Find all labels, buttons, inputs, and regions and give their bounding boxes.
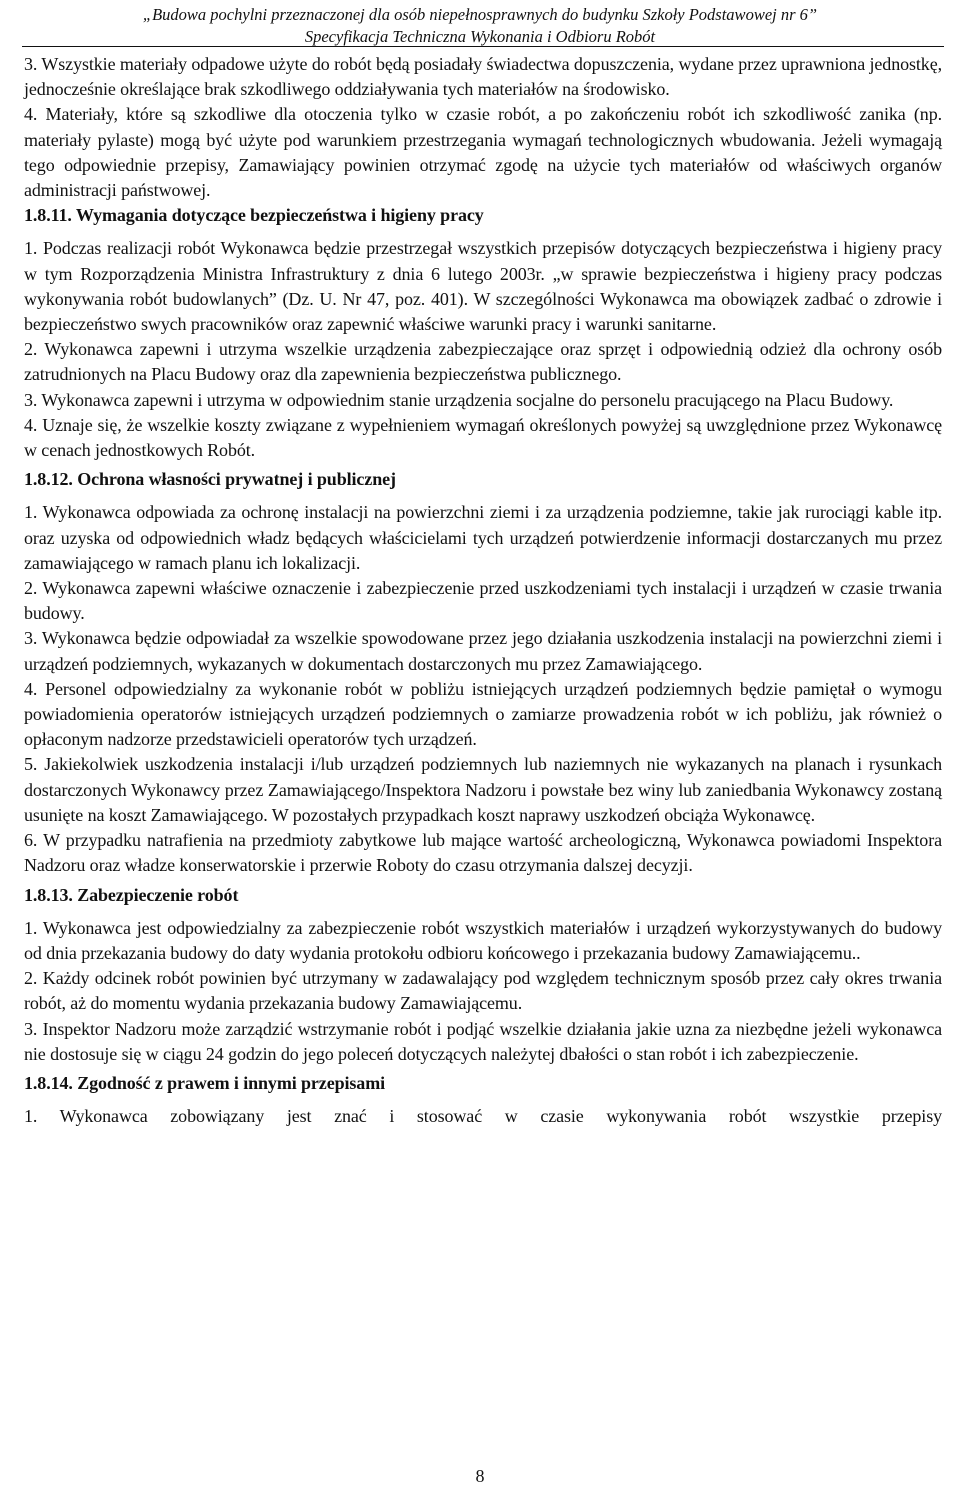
paragraph: 1. Wykonawca jest odpowiedzialny za zabezpieczenie robót wszystkich materiałów i urządzeń wykorzystywanych do budowy od dnia przekazania budowy do daty wydania protokołu odbioru końcowego i przekazania budowy Zamawiającemu.. (24, 917, 942, 963)
paragraph: 3. Wykonawca zapewni i utrzyma w odpowiednim stanie urządzenia socjalne do personelu pracującego na Placu Budowy. (24, 389, 894, 410)
header-subtitle: Specyfikacja Techniczna Wykonania i Odbioru Robót (304, 27, 656, 46)
paragraph: 6. W przypadku natrafienia na przedmioty zabytkowe lub mające wartość archeologiczną, Wykonawca powiadomi Inspektora Nadzoru oraz władze konserwatorskie i przerwie Roboty do czasu otrzymania dalszej decyzji. (24, 830, 942, 876)
header-title: „Budowa pochylni przeznaczonej dla osób niepełnosprawnych do budynku Szkoły Podstawowej nr 6” (142, 5, 818, 24)
section-heading-1-8-11: 1.8.11. Wymagania dotyczące bezpieczeństwa i higieny pracy (24, 205, 484, 226)
paragraph: 3. Wykonawca będzie odpowiadał za wszelkie spowodowane przez jego działania uszkodzenia instalacji na powierzchni ziemi i urządzeń podziemnych, wykazanych w dokumentach dostarczonych mu przez Zamawiającego. (24, 628, 942, 674)
header-rule (22, 46, 944, 47)
section-heading-1-8-12: 1.8.12. Ochrona własności prywatnej i publicznej (24, 469, 396, 490)
paragraph: 3. Inspektor Nadzoru może zarządzić wstrzymanie robót i podjąć wszelkie działania jakie uzna za niezbędne jeżeli wykonawca nie dostosuje się w ciągu 24 godzin do jego poleceń dotyczących należytej dbałości o stan robót i ich zabezpieczenie. (24, 1018, 942, 1064)
paragraph: 2. Wykonawca zapewni właściwe oznaczenie i zabezpieczenie przed uszkodzeniami tych instalacji i urządzeń w czasie trwania budowy. (24, 578, 942, 624)
paragraph: 4. Personel odpowiedzialny za wykonanie robót w pobliżu istniejących urządzeń podziemnych będzie pamiętał o wymogu powiadomienia operatorów istniejących urządzeń podziemnych o zamiarze prowadzenia robót w ich pobliżu, jak również o opłaconym nadzorze przedstawicieli operatorów tych urządzeń. (24, 678, 942, 750)
paragraph: 1. Podczas realizacji robót Wykonawca będzie przestrzegał wszystkich przepisów dotyczących bezpieczeństwa i higieny pracy w tym Rozporządzenia Ministra Infrastruktury z dnia 6 lutego 2003r. „w sprawie bezpieczeństwa i higieny pracy podczas wykonywania robót budowlanych” (Dz. U. Nr 47, poz. 401). W szczególności Wykonawca ma obowiązek zadbać o zdrowie i bezpieczeństwo swych pracowników oraz zapewnić właściwe warunki pracy i warunki sanitarne. (24, 238, 942, 335)
page-number: 8 (475, 1466, 485, 1486)
paragraph: 2. Każdy odcinek robót powinien być utrzymany w zadawalający pod względem technicznym sposób przez cały okres trwania robót, aż do momentu wydania przekazania budowy Zamawiającemu. (24, 968, 942, 1014)
paragraph: 4. Uznaje się, że wszelkie koszty związane z wypełnieniem wymagań określonych powyżej są uwzględnione przez Wykonawcę w cenach jednostkowych Robót. (24, 414, 942, 461)
paragraph: 4. Materiały, które są szkodliwe dla otoczenia tylko w czasie robót, a po zakończeniu robót ich szkodliwość zanika (np. materiały pylaste) mogą być użyte pod warunkiem przestrzegania wymagań technologicznych wbudowania. Jeżeli wymagają tego odpowiednie przepisy, Zamawiający powinien otrzymać zgodę na użycie tych materiałów od właściwych organów administracji państwowej. (24, 104, 942, 201)
paragraph: 3. Wszystkie materiały odpadowe użyte do robót będą posiadały świadectwa dopuszczenia, wydane przez uprawniona jednostkę, jednocześnie określające brak szkodliwego oddziaływania tych materiałów na środowisko. (24, 54, 942, 100)
paragraph: 1. Wykonawca odpowiada za ochronę instalacji na powierzchni ziemi i za urządzenia podziemne, takie jak rurociągi kable itp. oraz uzyska od odpowiednich władz będących właścicielami tych urządzeń potwierdzenie informacji dostarczanych mu przez zamawiającego w ramach planu ich lokalizacji. (24, 502, 942, 573)
section-heading-1-8-13: 1.8.13. Zabezpieczenie robót (24, 884, 239, 905)
paragraph: 5. Jakiekolwiek uszkodzenia instalacji i/lub urządzeń podziemnych lub naziemnych nie wykazanych na planach i rysunkach dostarczonych Wykonawcy przez Zamawiającego/Inspektora Nadzoru i powstałe bez winy lub zaniedbania Wykonawcy zostaną usunięte na koszt Zamawiającego. W pozostałych przypadkach koszt naprawy uszkodzeń obciąża Wykonawcę. (24, 754, 942, 825)
document-body (24, 52, 942, 1129)
section-heading-1-8-14: 1.8.14. Zgodność z prawem i innymi przepisami (24, 1072, 386, 1093)
paragraph: 2. Wykonawca zapewni i utrzyma wszelkie urządzenia zabezpieczające oraz sprzęt i odpowiednią odzież dla ochrony osób zatrudnionych na Placu Budowy oraz dla zapewnienia bezpieczeństwa publicznego. (24, 339, 942, 385)
paragraph: 1. Wykonawca zobowiązany jest znać i stosować w czasie wykonywania robót wszystkie przepisy (24, 1106, 942, 1127)
running-header (0, 4, 960, 48)
